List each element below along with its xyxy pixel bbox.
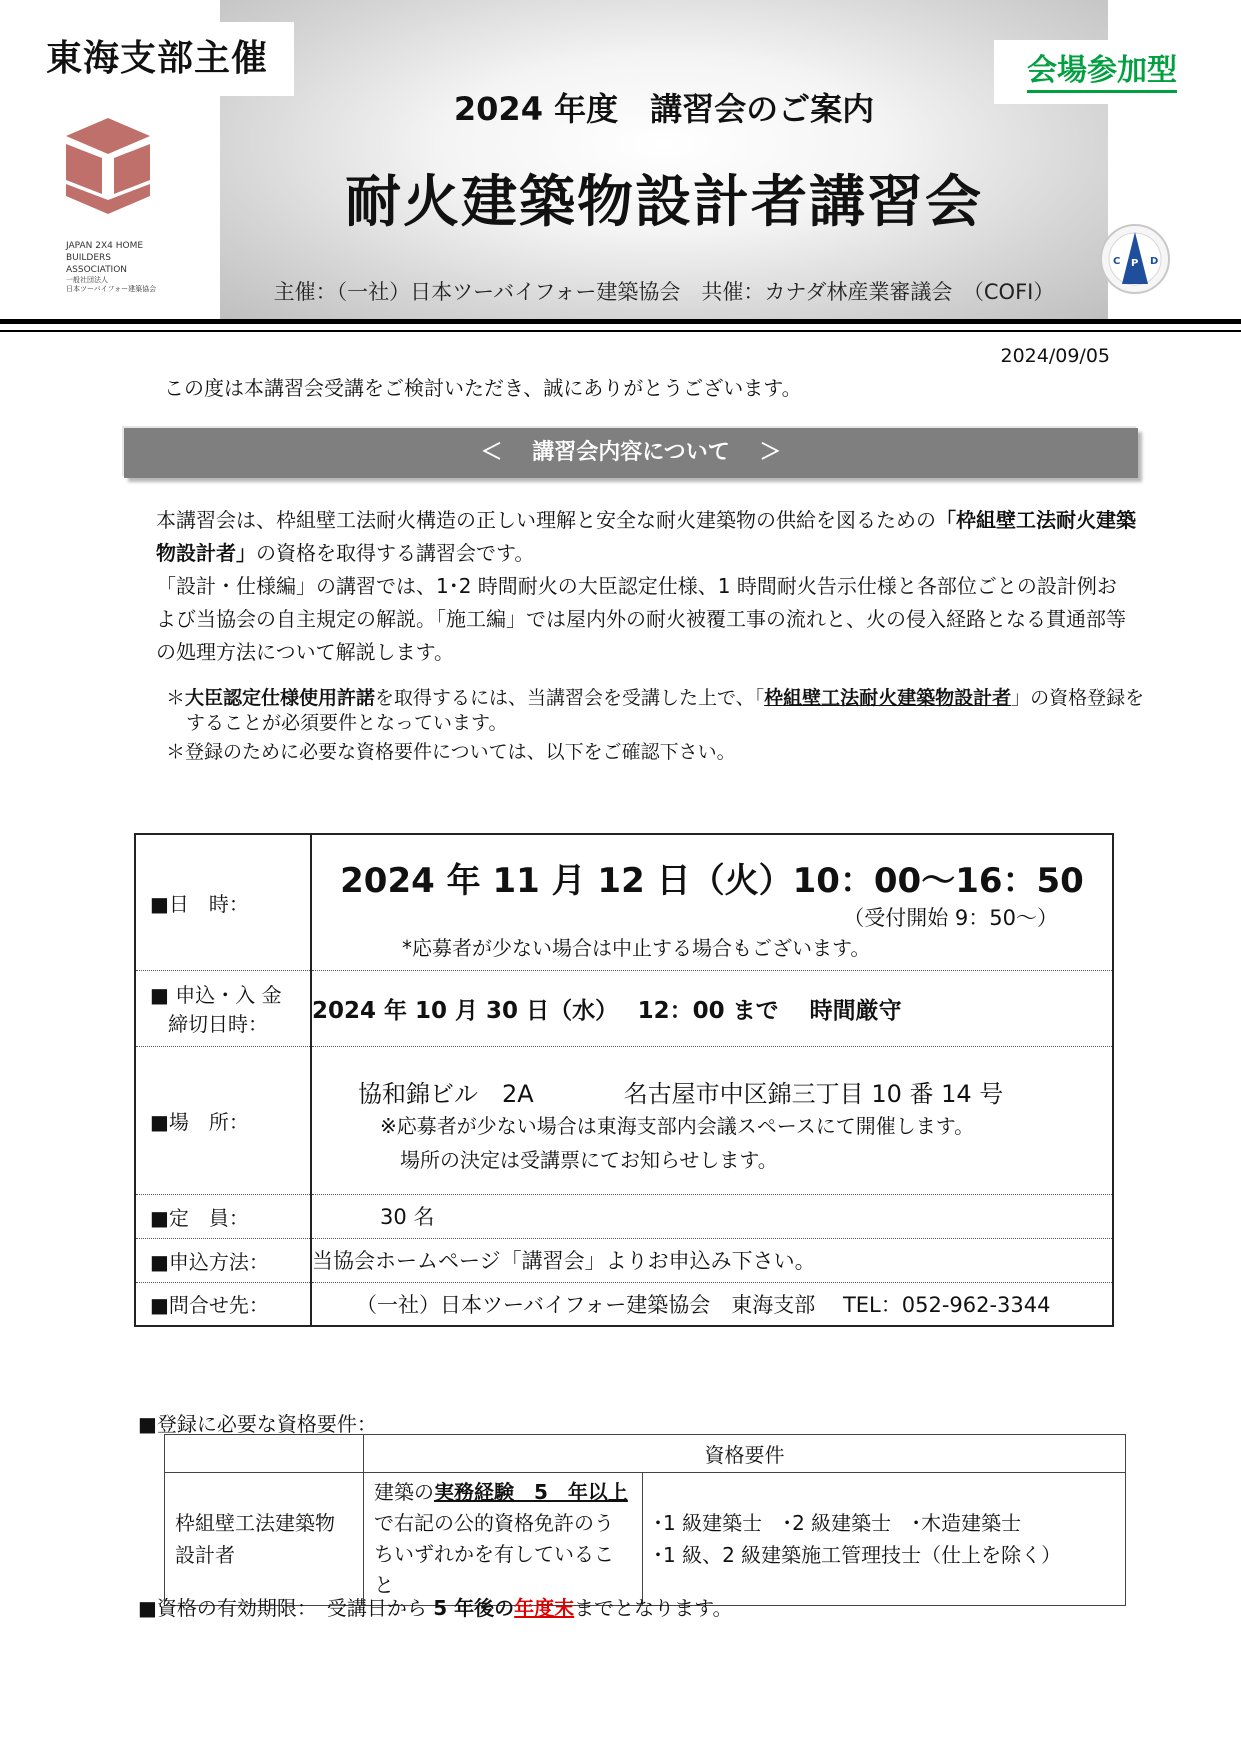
intro-text (156, 504, 1136, 669)
greeting: この度は本講習会受講をご検討いただき、誠にありがとうございます。 (164, 376, 802, 400)
requirement-licenses: ･1 級建築士 ･2 級建築士 ･木造建築士 ･1 級、2 級建築施工管理技士（仕上を除く） (643, 1473, 1126, 1606)
page-title: 耐火建築物設計者講習会 (345, 170, 983, 235)
section-banner: ＜ 講習会内容について ＞ (124, 428, 1138, 478)
organizers-line: 主催：（一社）日本ツーバイフォー建築協会 共催：カナダ林産業審議会 （COFI） (273, 280, 1055, 304)
requirement-experience: 建築の実務経験 5 年以上で右記の公的資格免許のうちいずれかを有していること (364, 1473, 643, 1606)
validity-note: ■資格の有効期限： 受講日から 5 年後の年度末までとなります。 (138, 1596, 733, 1620)
requirements-table (164, 1434, 1126, 1606)
method-value: 当協会ホームページ「講習会」よりお申込み下さい。 (311, 1238, 1113, 1282)
cpd-seal-icon (1098, 222, 1172, 296)
deadline-label: ■ 申込・入 金 締切日時： (135, 970, 311, 1046)
datetime-label: ■日 時： (135, 834, 311, 970)
note-requirements: ＊登録のために必要な資格要件については、以下をご確認下さい。 (166, 741, 736, 763)
venue-address: 名古屋市中区錦三丁目 10 番 14 号 (623, 1079, 1004, 1108)
venue-type-badge: 会場参加型 (994, 40, 1210, 104)
page-subtitle: 2024 年度 講習会のご案内 (453, 90, 875, 128)
note-permission: ＊大臣認定仕様使用許諾を取得するには、当講習会を受講した上で、「枠組壁工法耐火建築物設計者」の資格登録をすることが必須要件となっています。 (166, 687, 1145, 734)
issue-date: 2024/09/05 (1000, 345, 1110, 367)
header-rule-thick (0, 319, 1241, 324)
capacity-label: ■定 員： (135, 1194, 311, 1238)
contact-label: ■問合せ先： (135, 1282, 311, 1326)
row-deadline (135, 970, 1113, 1046)
row-capacity (135, 1194, 1113, 1238)
cancel-note: *応募者が少ない場合は中止する場合もございます。 (402, 936, 871, 961)
header-rule-thin (0, 330, 1241, 332)
requirements-header: 資格要件 (364, 1435, 1126, 1473)
requirements-heading: ■登録に必要な資格要件： (138, 1412, 377, 1436)
venue-note-2: 場所の決定は受講票にてお知らせします。 (400, 1147, 778, 1172)
logo-text: JAPAN 2X4 HOME BUILDERS ASSOCIATION 一般社団法人 日本ツーバイフォー建築協会 (66, 241, 157, 293)
contact-value: （一社）日本ツーバイフォー建築協会 東海支部 TEL：052-962-3344 (311, 1282, 1113, 1326)
notes (166, 686, 1146, 769)
intro-paragraph-1: 本講習会は、枠組壁工法耐火構造の正しい理解と安全な耐火建築物の供給を図るための「枠組壁工法耐火建築物設計者」の資格を取得する講習会です。 (156, 508, 1136, 565)
venue-label: ■場 所： (135, 1046, 311, 1194)
organizer-badge: 東海支部主催 (20, 22, 294, 96)
capacity-value: 30 名 (311, 1194, 1113, 1238)
deadline-value: 2024 年 10 月 30 日（水） 12：00 まで 時間厳守 (311, 970, 1113, 1046)
details-table (134, 833, 1114, 1327)
method-label: ■申込方法： (135, 1238, 311, 1282)
requirement-title: 枠組壁工法建築物設計者 (165, 1473, 364, 1606)
datetime-value: 2024 年 11 月 12 日（火）10：00～16：50 (340, 861, 1084, 902)
venue-note-1: ※応募者が少ない場合は東海支部内会議スペースにて開催します。 (380, 1113, 975, 1138)
row-contact (135, 1282, 1113, 1326)
svg-text:C: C (1113, 256, 1121, 267)
venue-name: 協和錦ビル 2A 名古屋市中区錦三丁目 10 番 14 号 (358, 1079, 1004, 1108)
row-method (135, 1238, 1113, 1282)
svg-text:D: D (1150, 256, 1159, 267)
association-logo-icon (62, 118, 154, 218)
row-datetime (135, 834, 1113, 970)
intro-paragraph-2: 「設計・仕様編」の講習では、1･2 時間耐火の大臣認定仕様、1 時間耐火告示仕様と各部位ごとの設計例および当協会の自主規定の解説。「施工編」では屋内外の耐火被覆工事の流れと、火の侵入経路となる貫通部等の処理方法について解説します。 (156, 574, 1126, 664)
svg-text:P: P (1131, 258, 1139, 269)
row-venue (135, 1046, 1113, 1194)
reception-time: （受付開始 9：50～） (843, 906, 1058, 931)
